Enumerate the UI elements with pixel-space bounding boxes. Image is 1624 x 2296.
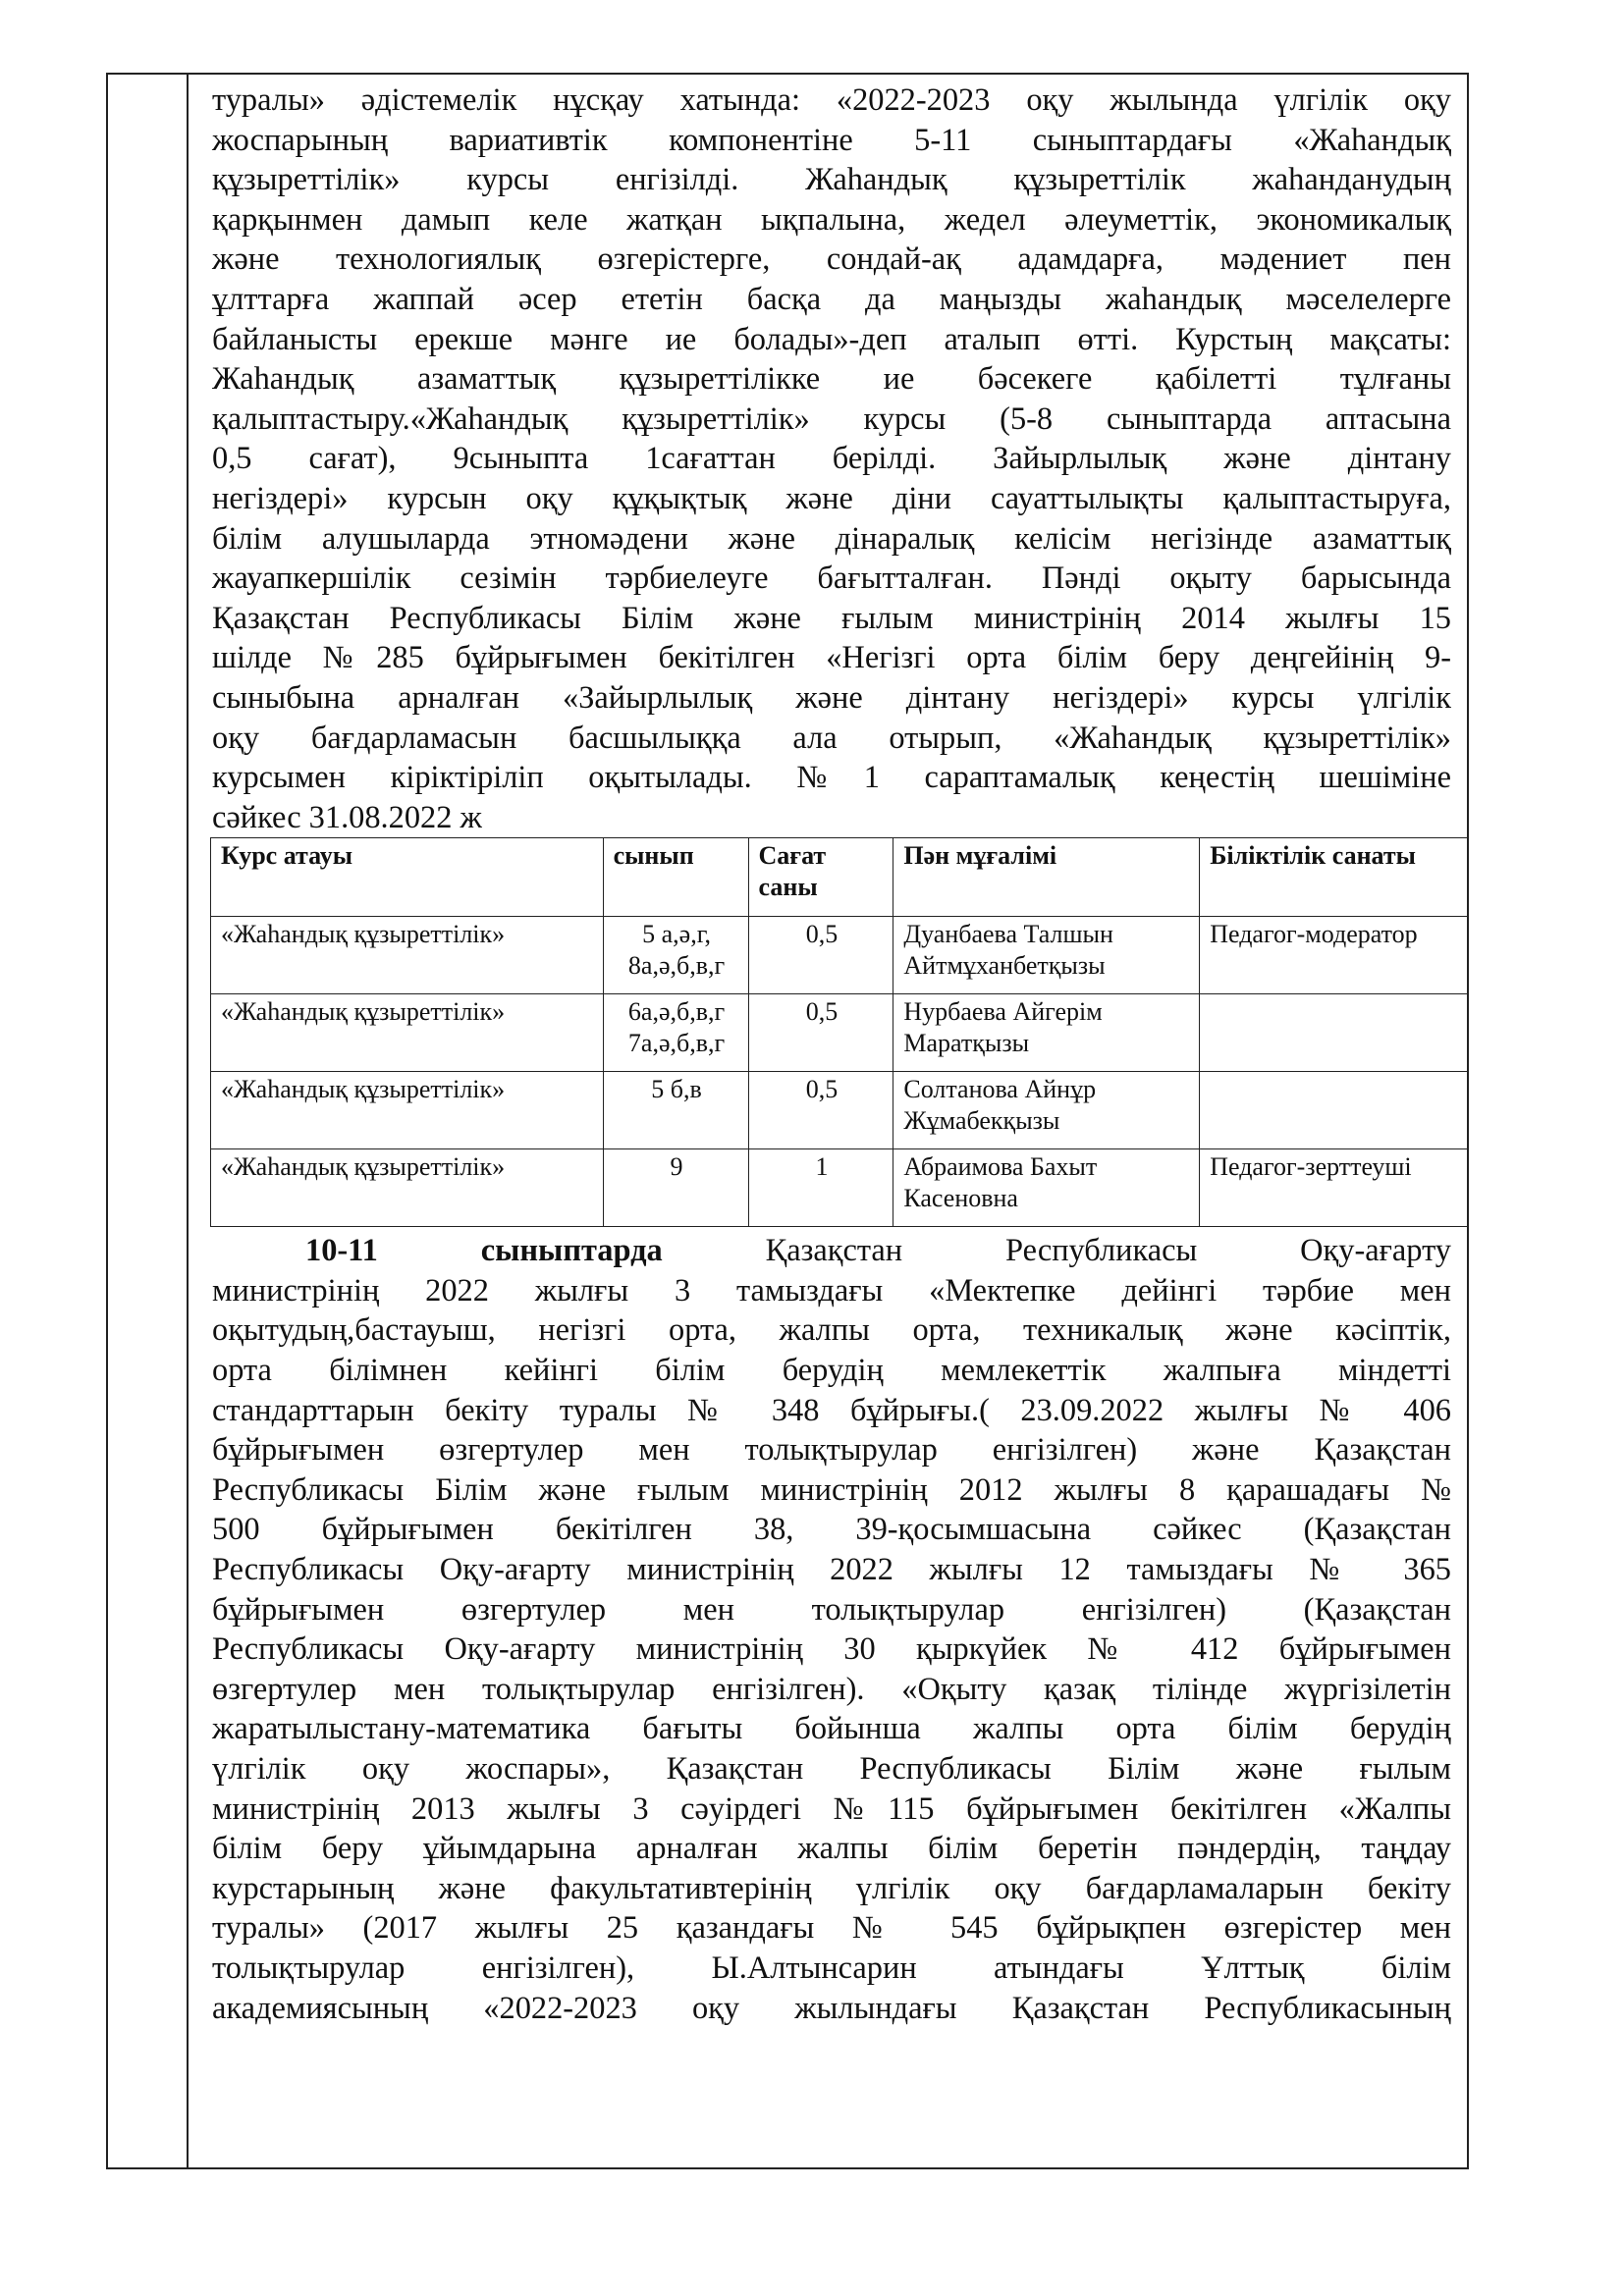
cell-qualification: Педагог-модератор — [1200, 917, 1469, 994]
cell-hours: 1 — [748, 1149, 893, 1227]
text-line: байланысты ерекше мәнге ие болады»-деп аталып өтті. Курстың мақсаты: — [212, 321, 1451, 357]
text-line: оқытудың,бастауыш, негізгі орта, жалпы орта, техникалық және кәсіптік, — [212, 1312, 1451, 1349]
cell-qualification: Педагог-зерттеуші — [1200, 1149, 1469, 1227]
text-line: құзыреттілік» курсы енгізілді. Жаһандық құзыреттілік жаһанданудың — [212, 162, 1451, 198]
text-line: қалыптастыру.«Жаһандық құзыреттілік» курсы (5-8 сыныптарда аптасына — [212, 400, 1451, 437]
cell-hours: 0,5 — [748, 917, 893, 994]
text-line: сыныбына арналған «Зайырлылық және дінтану негіздері» курсы үлгілік — [212, 679, 1451, 716]
cell-hours: 0,5 — [748, 994, 893, 1072]
text-line: Қазақстан Республикасы Білім және ғылым министрінің 2014 жылғы 15 — [212, 600, 1451, 636]
text-line: Республикасы Білім және ғылым министрінің 2012 жылғы 8 қарашадағы № — [212, 1471, 1451, 1508]
text-line: стандарттарын бекіту туралы № 348 бұйрығы.( 23.09.2022 жылғы № 406 — [212, 1392, 1451, 1428]
text-line: оқу бағдарламасын басшылыққа ала отырып, «Жаһандық құзыреттілік» — [212, 720, 1451, 756]
cell-teacher: Солтанова Айнұр Жұмабекқызы — [893, 1072, 1200, 1149]
text-line: 500 бұйрығымен бекітілген 38, 39-қосымшасына сәйкес (Қазақстан — [212, 1512, 1451, 1548]
grades-heading: 10-11 сыныптарда — [305, 1233, 663, 1269]
text-line: негіздері» курсын оқу құқықтық және діни сауаттылықты қалыптастыруға, — [212, 480, 1451, 516]
text-line: орта білімнен кейінгі білім берудің мемлекеттік жалпыға міндетті — [212, 1353, 1451, 1389]
text-line: 0,5 сағат), 9сыныпта 1сағаттан берілді. Зайырлылық және дінтану — [212, 441, 1451, 477]
table-row — [211, 917, 1469, 994]
cell-teacher: Дуанбаева Талшын Айтмұханбетқызы — [893, 917, 1200, 994]
content-column — [190, 75, 1467, 2167]
table-row — [211, 1149, 1469, 1227]
text-line: курсымен кіріктіріліп оқытылады. №1 сараптамалық кеңестің шешіміне — [212, 760, 1451, 796]
text-line: ұлттарға жаппай әсер ететін басқа да маңызды жаһандық мәселелерге — [212, 281, 1451, 317]
text-line: бұйрығымен өзгертулер мен толықтырулар енгізілген) (Қазақстан — [212, 1591, 1451, 1628]
cell-class: 5 б,в — [603, 1072, 748, 1149]
cell-course: «Жаһандық құзыреттілік» — [211, 1072, 604, 1149]
left-margin-column — [108, 75, 189, 2167]
header-qualification: Біліктілік санаты — [1200, 838, 1469, 917]
cell-qualification — [1200, 994, 1469, 1072]
text-line: Республикасы Оқу-ағарту министрінің 2022 жылғы 12 тамыздағы № 365 — [212, 1552, 1451, 1588]
text-line: министрінің 2022 жылғы 3 тамыздағы «Мектепке дейінгі тәрбие мен — [212, 1272, 1451, 1308]
text-line: жауапкершілік сезімін тәрбиелеуге бағытталған. Пәнді оқыту барысында — [212, 561, 1451, 597]
cell-course: «Жаһандық құзыреттілік» — [211, 917, 604, 994]
cell-course: «Жаһандық құзыреттілік» — [211, 1149, 604, 1227]
text-line: министрінің 2013 жылғы 3 сәуірдегі №115 бұйрығымен бекітілген «Жалпы — [212, 1790, 1451, 1827]
text-line: бұйрығымен өзгертулер мен толықтырулар енгізілген) және Қазақстан — [212, 1432, 1451, 1468]
text-fragment: Қазақстан Республикасы Оқу-ағарту — [765, 1233, 1451, 1269]
text-line: жоспарының вариативтік компонентіне 5-11 сыныптардағы «Жаһандық — [212, 122, 1451, 158]
table-row — [211, 994, 1469, 1072]
header-course-name: Курс атауы — [211, 838, 604, 917]
text-line: туралы» әдістемелік нұсқау хатында: «2022-2023 оқу жылында үлгілік оқу — [212, 82, 1451, 118]
text-line: өзгертулер мен толықтырулар енгізілген). «Оқыту қазақ тілінде жүргізілетін — [212, 1671, 1451, 1707]
header-hours: Сағат саны — [748, 838, 893, 917]
text-line: академиясының «2022-2023 оқу жылындағы Қазақстан Республикасының — [212, 1990, 1451, 2026]
text-line: шілде №285 бұйрығымен бекітілген «Негізгі орта білім беру деңгейінің 9- — [212, 640, 1451, 676]
text-line: туралы» (2017 жылғы 25 қазандағы № 545 бұйрықпен өзгерістер мен — [212, 1910, 1451, 1947]
header-class: сынып — [603, 838, 748, 917]
text-line: қарқынмен дамып келе жатқан ықпалына, жедел әлеуметтік, экономикалық — [212, 201, 1451, 238]
text-line: үлгілік оқу жоспары», Қазақстан Республикасы Білім және ғылым — [212, 1751, 1451, 1787]
text-line: толықтырулар енгізілген), Ы.Алтынсарин атындағы Ұлттық білім — [212, 1949, 1451, 1986]
cell-hours: 0,5 — [748, 1072, 893, 1149]
text-line: білім беру ұйымдарына арналған жалпы білім беретін пәндердің, таңдау — [212, 1831, 1451, 1867]
table-header-row — [211, 838, 1469, 917]
paragraph-global-competence — [190, 75, 1467, 837]
text-line — [212, 1231, 1451, 1271]
text-line: білім алушыларда этномәдени және дінаралық келісім негізінде азаматтық — [212, 520, 1451, 557]
cell-teacher: Нурбаева Айгерім Маратқызы — [893, 994, 1200, 1072]
course-table — [210, 837, 1469, 1227]
text-line: сәйкес 31.08.2022 ж — [212, 799, 482, 835]
cell-class: 5 а,ә,г, 8а,ә,б,в,г — [603, 917, 748, 994]
text-line: және технологиялық өзгерістерге, сондай-ақ адамдарға, мәдениет пен — [212, 241, 1451, 278]
paragraph-grades-10-11 — [190, 1227, 1467, 2028]
text-line: Республикасы Оқу-ағарту министрінің 30 қыркүйек № 412 бұйрығымен — [212, 1631, 1451, 1668]
cell-class: 9 — [603, 1149, 748, 1227]
document-frame — [106, 73, 1469, 2169]
text-line: Жаһандық азаматтық құзыреттілікке ие бәсекеге қабілетті тұлғаны — [212, 361, 1451, 398]
cell-course: «Жаһандық құзыреттілік» — [211, 994, 604, 1072]
header-teacher: Пән мұғалімі — [893, 838, 1200, 917]
table-row — [211, 1072, 1469, 1149]
cell-class: 6а,ә,б,в,г 7а,ә,б,в,г — [603, 994, 748, 1072]
text-line: жаратылыстану-математика бағыты бойынша жалпы орта білім берудің — [212, 1711, 1451, 1747]
cell-teacher: Абраимова Бахыт Касеновна — [893, 1149, 1200, 1227]
cell-qualification — [1200, 1072, 1469, 1149]
text-line: курстарының және факультативтерінің үлгілік оқу бағдарламаларын бекіту — [212, 1870, 1451, 1906]
